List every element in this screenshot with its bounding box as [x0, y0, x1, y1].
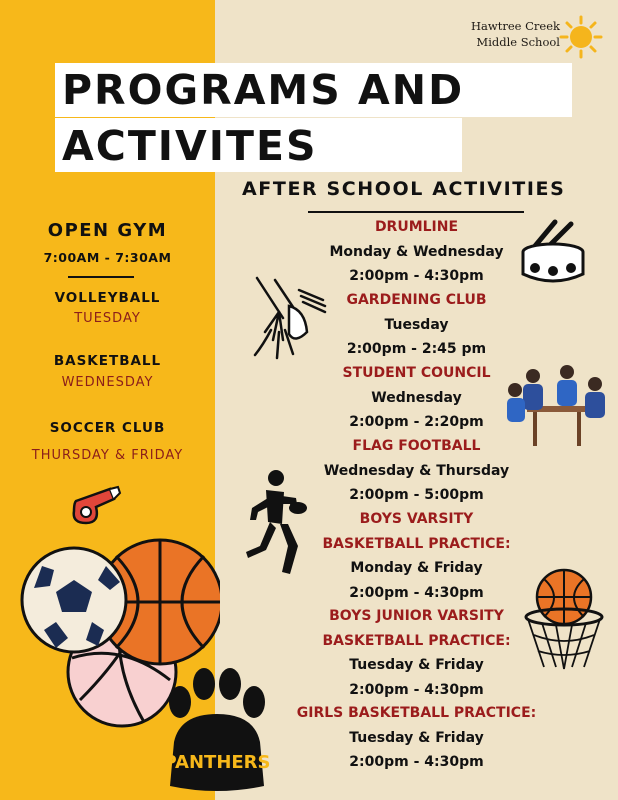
after-school-heading: AFTER SCHOOL ACTIVITIES: [242, 178, 566, 200]
school-name: [471, 18, 560, 50]
sport-soccer-day: THURSDAY & FRIDAY: [31, 448, 184, 463]
activity-time: 2:00pm - 4:30pm: [349, 754, 484, 770]
page-title: [62, 62, 472, 174]
sport-basketball-day: WEDNESDAY: [61, 375, 154, 390]
activity-days: Tuesday & Friday: [349, 729, 484, 746]
activity-time: 2:00pm - 4:30pm: [349, 681, 484, 698]
activity-name-line1: BOYS JUNIOR VARSITY: [329, 608, 504, 624]
school-name-line1: Hawtree Creek: [471, 19, 560, 33]
activity-name: DRUMLINE: [374, 219, 459, 235]
page-title-line1: PROGRAMS AND: [62, 66, 465, 114]
drum-icon: [515, 218, 593, 288]
open-gym-divider: [68, 276, 134, 278]
open-gym-time: 7:00AM - 7:30AM: [43, 250, 172, 265]
activity-days: Monday & Wednesday: [329, 243, 504, 260]
sport-volleyball-name: VOLLEYBALL: [54, 290, 161, 306]
panthers-text: PANTHERS: [163, 752, 270, 773]
activity-time: 2:00pm - 2:20pm: [349, 414, 484, 430]
activity-time: 2:00pm - 4:30pm: [349, 268, 484, 284]
sport-soccer-name: SOCCER CLUB: [49, 420, 166, 436]
activity-time: 2:00pm - 5:00pm: [349, 487, 484, 503]
activity-name: FLAG FOOTBALL: [352, 438, 481, 454]
student-council-icon: [505, 362, 609, 448]
garden-tools-icon: [245, 270, 330, 365]
activity-name-line1: BOYS VARSITY: [359, 511, 474, 527]
activity-name-line2: BASKETBALL PRACTICE:: [322, 632, 511, 649]
activity-days: Tuesday & Friday: [349, 657, 484, 673]
activity-days: Monday & Friday: [350, 560, 483, 576]
activity-name-line2: BASKETBALL PRACTICE:: [322, 535, 511, 552]
page-title-line2: ACTIVITES: [62, 122, 318, 170]
activity-name: GARDENING CLUB: [346, 292, 487, 308]
activity-girls-basketball: [215, 701, 618, 775]
after-school-underline: [308, 211, 524, 213]
activity-time: 2:00pm - 2:45 pm: [346, 341, 487, 357]
sport-basketball-name: BASKETBALL: [53, 353, 162, 369]
activity-name: GIRLS BASKETBALL PRACTICE:: [296, 705, 537, 721]
school-name-line2: Middle School: [476, 35, 560, 49]
activity-time: 2:00pm - 4:30pm: [349, 584, 484, 601]
panthers-paw-logo: [160, 668, 270, 794]
runner-with-football-icon: [238, 468, 308, 578]
activity-days: Wednesday: [371, 389, 462, 406]
sun-icon: [559, 15, 603, 59]
open-gym-title: OPEN GYM: [47, 220, 168, 241]
activity-name: STUDENT COUNCIL: [342, 365, 491, 381]
activity-days: Tuesday: [384, 316, 449, 333]
sport-volleyball-day: TUESDAY: [74, 311, 141, 326]
whistle-icon: [70, 485, 128, 527]
activity-days: Wednesday & Thursday: [323, 462, 510, 479]
basketball-hoop-icon: [522, 567, 607, 675]
